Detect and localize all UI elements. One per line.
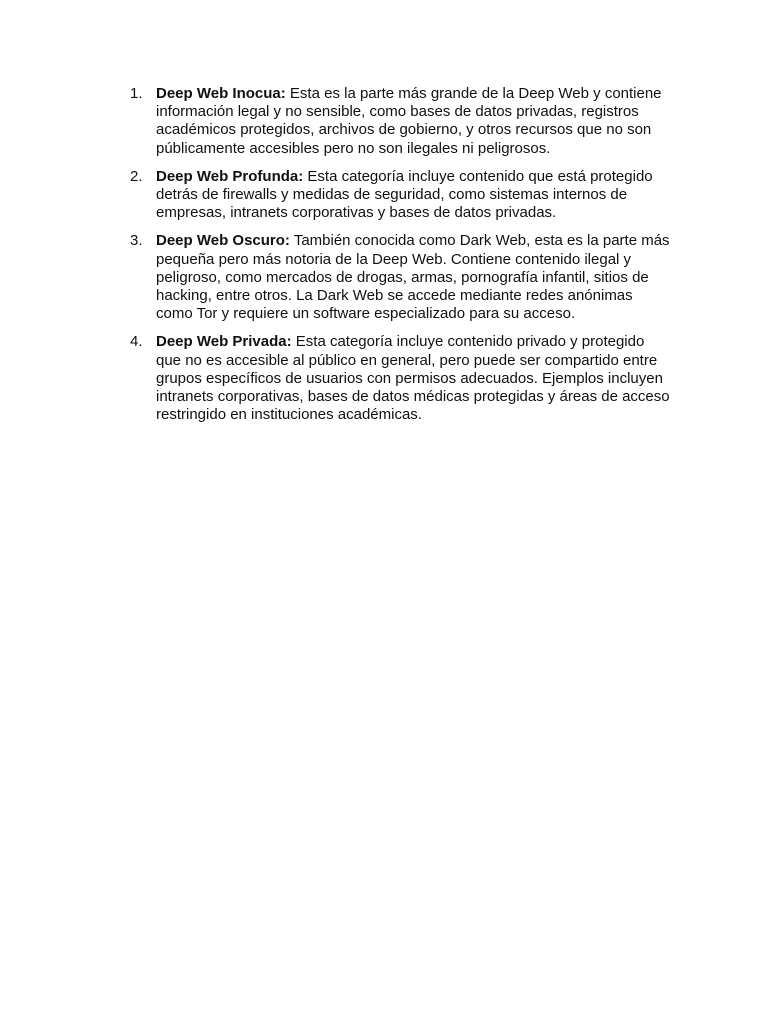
list-item-content [156,168,670,223]
list-item [130,85,670,158]
list-item [130,333,670,424]
list-item [130,232,670,323]
list-number: 3. [130,232,143,250]
list-item-term: Deep Web Privada: [156,333,292,351]
list-item-text: También conocida como Dark Web, esta es la parte más pequeña pero más notoria de la Deep Web. Contiene contenido ilegal y peligroso, como mercados de drogas, armas, pornografía infantil, sitios de hacking, entre otros. La Dark Web se accede mediante redes anónimas como Tor y requiere un software especializado para su acceso. [156,232,670,323]
list-number: 1. [130,85,143,102]
list-item-content [156,85,670,158]
list-item-text: Esta es la parte más grande de la Deep Web y contiene información legal y no sensible, como bases de datos privadas, registros académicos protegidos, archivos de gobierno, y otros recursos que no son públicamente accesibles pero no son ilegales ni peligrosos. [156,85,662,157]
list-item-term: Deep Web Inocua: [156,85,286,102]
list-number: 2. [130,167,143,185]
list-item-content [156,232,670,323]
list-item-content [156,333,670,424]
list-item-term: Deep Web Oscuro: [156,232,290,250]
list-item-term: Deep Web Profunda: [156,167,304,185]
list-item-text: Esta categoría incluye contenido privado y protegido que no es accesible al público en general, pero puede ser compartido entre grupos específicos de usuarios con permisos adecuados. Ejemplos incluyen intranets corporativas, bases de datos médicas protegidas y áreas de acceso restringido en instituciones académicas. [156,333,670,424]
list-item-text: Esta categoría incluye contenido que está protegido detrás de firewalls y medidas de seguridad, como sistemas internos de empresas, intranets corporativas y bases de datos privadas. [156,167,653,222]
list-item [130,168,670,223]
list-number: 4. [130,333,143,351]
numbered-list [130,85,670,434]
